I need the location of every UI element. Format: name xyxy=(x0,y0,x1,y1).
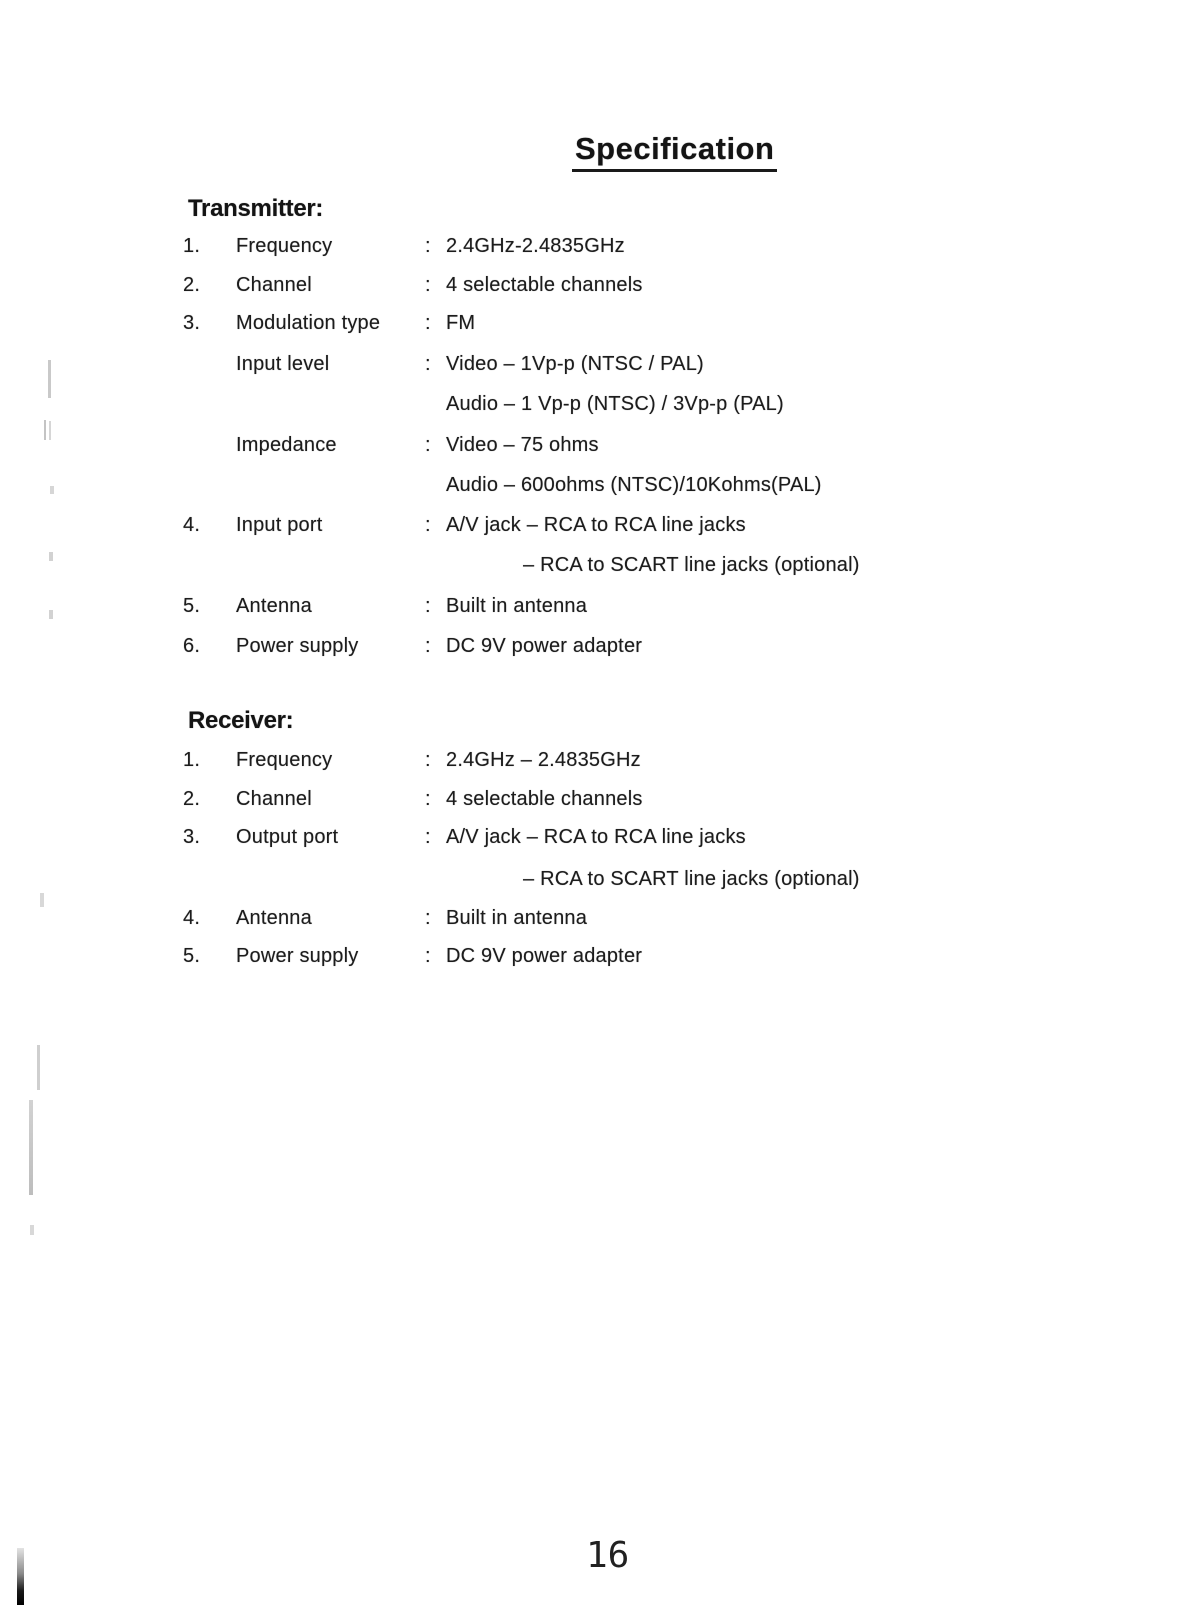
row-label: Channel xyxy=(236,788,312,810)
row-colon: : xyxy=(425,235,431,257)
section-heading-receiver: Receiver: xyxy=(188,707,294,734)
row-number: 4. xyxy=(183,514,201,536)
spec-row xyxy=(0,747,1195,773)
row-number: 5. xyxy=(183,595,201,617)
row-value: Video – 75 ohms xyxy=(446,434,599,456)
scan-artifact xyxy=(49,610,53,619)
row-label: Antenna xyxy=(236,907,312,929)
row-label: Frequency xyxy=(236,235,333,257)
row-value: 4 selectable channels xyxy=(446,274,643,296)
row-colon: : xyxy=(425,826,431,848)
row-number: 2. xyxy=(183,274,201,296)
spec-row xyxy=(0,786,1195,812)
row-value: DC 9V power adapter xyxy=(446,945,643,967)
row-colon: : xyxy=(425,945,431,967)
spec-row xyxy=(0,866,1195,892)
scan-artifact xyxy=(50,486,54,494)
scan-artifact xyxy=(37,1045,40,1090)
row-value: Audio – 1 Vp-p (NTSC) / 3Vp-p (PAL) xyxy=(446,393,784,415)
row-label: Impedance xyxy=(236,434,337,456)
row-label: Channel xyxy=(236,274,312,296)
row-number: 2. xyxy=(183,788,201,810)
scan-artifact xyxy=(49,421,51,440)
row-value: 4 selectable channels xyxy=(446,788,643,810)
row-value: A/V jack – RCA to RCA line jacks xyxy=(446,514,746,536)
row-value: DC 9V power adapter xyxy=(446,635,643,657)
spec-row xyxy=(0,552,1195,578)
row-value: A/V jack – RCA to RCA line jacks xyxy=(446,826,746,848)
spec-row xyxy=(0,633,1195,659)
scan-artifact xyxy=(48,360,51,398)
row-label: Power supply xyxy=(236,635,359,657)
row-colon: : xyxy=(425,434,431,456)
row-label: Antenna xyxy=(236,595,312,617)
spec-row xyxy=(0,512,1195,538)
scan-artifact xyxy=(30,1225,34,1235)
spec-row xyxy=(0,593,1195,619)
row-colon: : xyxy=(425,274,431,296)
row-number: 6. xyxy=(183,635,201,657)
scan-artifact xyxy=(29,1100,33,1195)
spec-row xyxy=(0,472,1195,498)
row-colon: : xyxy=(425,353,431,375)
spec-row xyxy=(0,272,1195,298)
section-heading-transmitter: Transmitter: xyxy=(188,195,324,222)
scan-artifact xyxy=(40,893,44,907)
row-colon: : xyxy=(425,312,431,334)
row-number: 4. xyxy=(183,907,201,929)
row-value: Built in antenna xyxy=(446,595,588,617)
row-label: Frequency xyxy=(236,749,333,771)
row-label: Power supply xyxy=(236,945,359,967)
row-number: 3. xyxy=(183,312,201,334)
spec-row xyxy=(0,391,1195,417)
row-label: Modulation type xyxy=(236,312,381,334)
row-value: – RCA to SCART line jacks (optional) xyxy=(523,554,860,576)
row-value: Built in antenna xyxy=(446,907,588,929)
row-value: – RCA to SCART line jacks (optional) xyxy=(523,868,860,890)
spec-row xyxy=(0,905,1195,931)
row-number: 5. xyxy=(183,945,201,967)
row-label: Output port xyxy=(236,826,339,848)
scan-artifact xyxy=(44,420,46,440)
scan-artifact xyxy=(49,552,53,561)
row-colon: : xyxy=(425,635,431,657)
row-value: 2.4GHz – 2.4835GHz xyxy=(446,749,641,771)
row-label: Input port xyxy=(236,514,323,536)
page-number: 16 xyxy=(586,1535,630,1576)
row-colon: : xyxy=(425,595,431,617)
spec-row xyxy=(0,351,1195,377)
spec-row xyxy=(0,432,1195,458)
spec-row xyxy=(0,233,1195,259)
spec-row xyxy=(0,310,1195,336)
row-number: 3. xyxy=(183,826,201,848)
row-number: 1. xyxy=(183,235,201,257)
row-colon: : xyxy=(425,907,431,929)
row-colon: : xyxy=(425,788,431,810)
page-title: Specification xyxy=(572,131,777,172)
row-value: 2.4GHz-2.4835GHz xyxy=(446,235,625,257)
row-colon: : xyxy=(425,514,431,536)
row-value: FM xyxy=(446,312,476,334)
spec-row xyxy=(0,943,1195,969)
row-value: Video – 1Vp-p (NTSC / PAL) xyxy=(446,353,704,375)
row-label: Input level xyxy=(236,353,330,375)
spec-row xyxy=(0,824,1195,850)
scan-artifact xyxy=(17,1548,24,1605)
row-colon: : xyxy=(425,749,431,771)
row-number: 1. xyxy=(183,749,201,771)
row-value: Audio – 600ohms (NTSC)/10Kohms(PAL) xyxy=(446,474,822,496)
